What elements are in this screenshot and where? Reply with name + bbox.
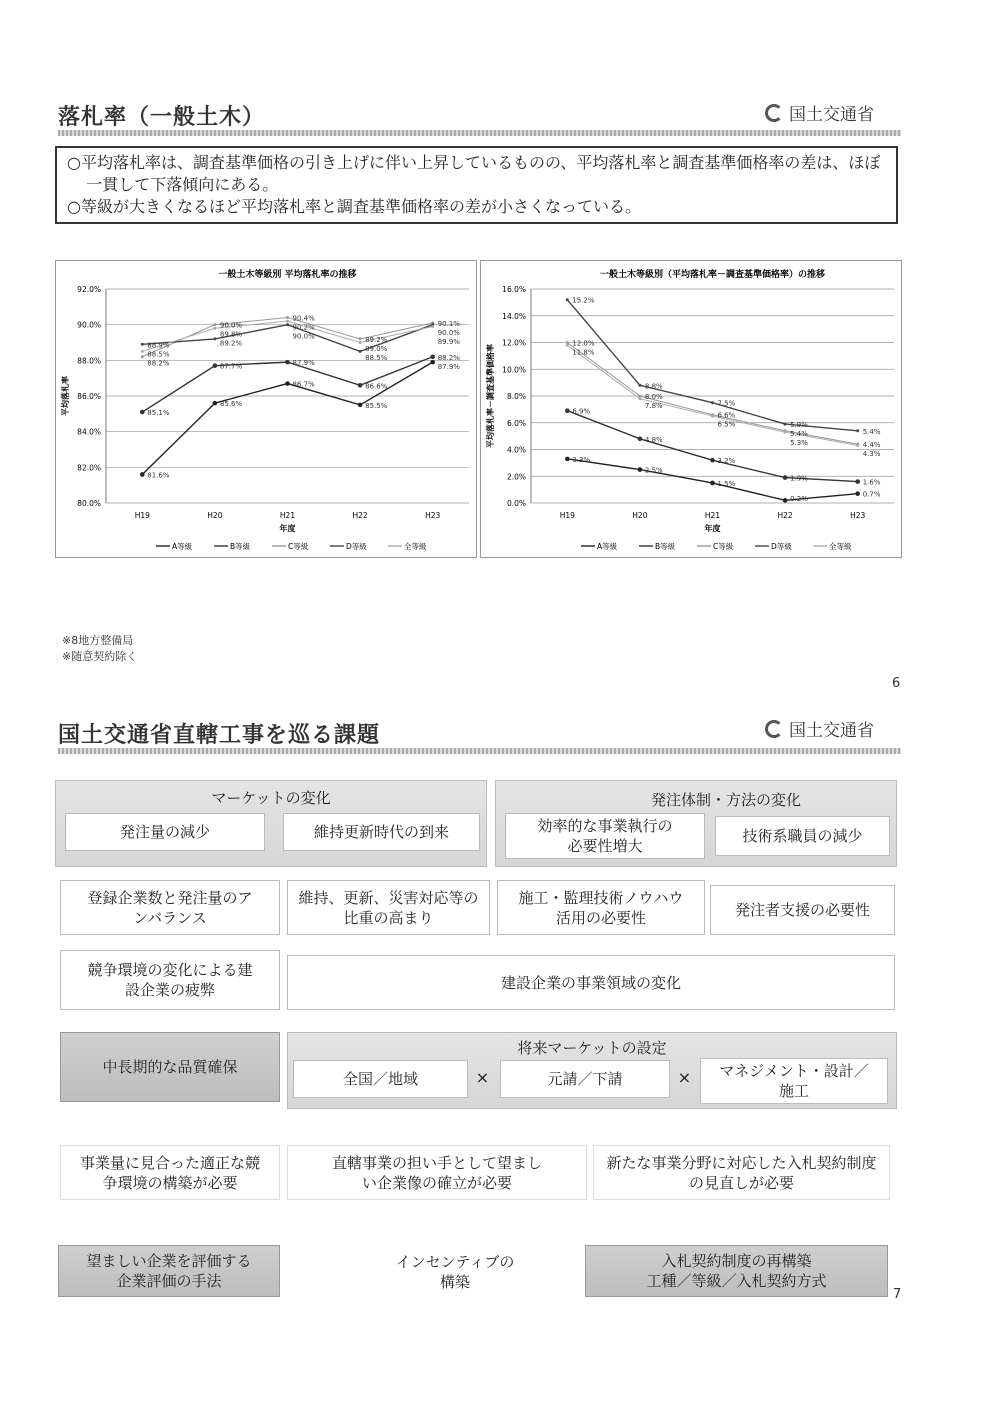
- data-label: 4.4%: [862, 441, 881, 450]
- need-box: 直轄事業の担い手として望ましい企業像の確立が必要: [287, 1145, 587, 1200]
- slide2-title: 国土交通省直轄工事を巡る課題: [58, 723, 381, 748]
- y-axis-label: 平均落札率: [61, 376, 70, 416]
- x-tick-label: H19: [134, 511, 150, 520]
- x-tick-label: H21: [279, 511, 296, 520]
- page-number: 6: [892, 676, 901, 691]
- data-label: 90.0%: [219, 321, 243, 330]
- data-point: [638, 397, 641, 400]
- data-label: 88.9%: [147, 341, 170, 350]
- data-label: 90.1%: [437, 319, 460, 328]
- contract-rebuild-box: [585, 1245, 888, 1297]
- chart-title: 一般土木等級別 平均落札率の推移: [218, 270, 357, 280]
- x-tick-label: H19: [559, 511, 575, 520]
- data-point: [784, 431, 787, 434]
- logo-text: 国土交通省: [789, 105, 874, 125]
- data-label: 2.5%: [644, 466, 663, 475]
- logo-icon: [765, 720, 783, 738]
- legend-label: D等級: [346, 542, 367, 551]
- data-point: [141, 350, 144, 353]
- y-tick-label: 10.0%: [502, 365, 526, 375]
- quality-box: 中長期的な品質確保: [60, 1032, 280, 1102]
- evaluation-method-box: [58, 1245, 280, 1297]
- legend-label: A等級: [172, 542, 193, 551]
- data-label: 5.4%: [862, 427, 881, 436]
- data-point: [638, 395, 641, 398]
- data-point: [213, 401, 218, 406]
- data-label: 89.0%: [365, 344, 388, 353]
- y-axis-label: 平均落札率－調査基準価格率: [486, 344, 495, 448]
- legend-label: C等級: [713, 542, 734, 551]
- x-tick-label: H20: [632, 511, 648, 520]
- data-label: 1.6%: [862, 478, 881, 487]
- data-point: [566, 341, 569, 344]
- data-point: [711, 401, 714, 404]
- data-point: [566, 344, 569, 347]
- data-point: [285, 381, 290, 386]
- chart-title: 一般土木等級別（平均落札率－調査基準価格率）の推移: [599, 270, 826, 280]
- data-label: 0.7%: [862, 490, 881, 499]
- data-point: [565, 457, 570, 462]
- data-label: 12.0%: [572, 339, 595, 348]
- chart-avg-rate: [55, 260, 477, 558]
- issue-box: 発注量の減少: [65, 813, 265, 851]
- y-tick-label: 0.0%: [506, 499, 526, 508]
- data-label: 89.9%: [437, 337, 460, 346]
- data-point: [566, 298, 569, 301]
- x-tick-label: H20: [207, 511, 223, 520]
- data-point: [141, 355, 144, 358]
- x-tick-label: H22: [777, 511, 793, 520]
- data-label: 6.9%: [572, 407, 591, 416]
- legend-label: B等級: [230, 542, 251, 551]
- issue-box: 維持、更新、災害対応等の比重の高まり: [287, 880, 490, 935]
- y-tick-label: 14.0%: [502, 311, 526, 321]
- y-tick-label: 88.0%: [77, 356, 101, 366]
- data-point: [358, 403, 363, 408]
- data-point: [710, 458, 715, 463]
- chart-rate-diff: [480, 260, 902, 558]
- data-label: 85.6%: [219, 400, 243, 409]
- data-label: 86.6%: [365, 382, 388, 391]
- data-label: 3.3%: [572, 455, 591, 464]
- data-label: 90.0%: [437, 328, 460, 337]
- y-tick-label: 80.0%: [77, 499, 101, 508]
- market-axis-box: 元請／下請: [500, 1060, 670, 1098]
- data-point: [286, 320, 289, 323]
- data-point: [213, 327, 216, 330]
- data-point: [638, 384, 641, 387]
- legend-label: 全等級: [829, 542, 852, 551]
- data-label: 7.8%: [644, 402, 663, 410]
- data-point: [213, 363, 218, 368]
- title-underline: [58, 748, 901, 754]
- note: ※随意契約除く: [62, 650, 138, 663]
- data-point: [213, 323, 216, 326]
- times-sign: ×: [677, 1068, 692, 1087]
- data-label: 88.5%: [365, 353, 388, 362]
- data-label: 88.2%: [437, 353, 460, 362]
- data-point: [358, 383, 363, 388]
- y-tick-label: 4.0%: [506, 445, 526, 455]
- data-point: [140, 410, 145, 415]
- logo-text: 国土交通省: [789, 721, 874, 741]
- data-point: [855, 479, 860, 484]
- data-point: [565, 408, 570, 413]
- data-point: [430, 360, 435, 365]
- data-point: [638, 467, 643, 472]
- slide1-title: 落札率（一般土木）: [58, 105, 266, 130]
- data-point: [710, 481, 715, 486]
- data-label: 81.6%: [147, 471, 170, 480]
- title-underline: [58, 130, 901, 136]
- x-tick-label: H22: [352, 511, 368, 520]
- x-axis-label: 年度: [704, 524, 721, 533]
- box-line: 企業評価の手法: [116, 1272, 222, 1290]
- logo-icon: [765, 104, 783, 122]
- data-label: 1.5%: [717, 479, 736, 488]
- data-point: [286, 316, 289, 319]
- legend-label: A等級: [597, 542, 618, 551]
- data-label: 90.0%: [292, 332, 315, 341]
- data-label: 0.2%: [790, 495, 808, 503]
- data-label: 6.6%: [717, 411, 736, 420]
- data-point: [856, 444, 859, 447]
- data-label: 90.4%: [292, 314, 315, 323]
- data-label: 87.9%: [437, 362, 460, 371]
- y-tick-label: 84.0%: [77, 427, 101, 437]
- issue-box: 施工・監理技術ノウハウ活用の必要性: [497, 880, 705, 935]
- data-point: [784, 423, 787, 426]
- data-label: 7.5%: [717, 399, 736, 408]
- data-point: [140, 472, 145, 477]
- note: ※8地方整備局: [62, 634, 134, 647]
- market-axis-box: マネジメント・設計／施工: [700, 1058, 888, 1104]
- data-point: [141, 343, 144, 346]
- data-label: 6.5%: [717, 420, 736, 429]
- data-label: 90.2%: [292, 323, 315, 332]
- data-label: 86.7%: [292, 380, 315, 389]
- box-line: 工種／等級／入札契約方式: [646, 1272, 827, 1290]
- data-point: [711, 415, 714, 418]
- y-tick-label: 2.0%: [506, 472, 526, 482]
- data-label: 88.2%: [147, 359, 170, 368]
- x-tick-label: H21: [704, 511, 721, 520]
- market-axis-box: 全国／地域: [293, 1060, 468, 1098]
- data-label: 8.8%: [644, 382, 663, 391]
- summary-box: [55, 146, 898, 224]
- box-line: 望ましい企業を評価する: [86, 1252, 252, 1270]
- y-tick-label: 82.0%: [77, 463, 101, 473]
- legend-label: D等級: [771, 542, 792, 551]
- data-label: 8.0%: [644, 393, 663, 401]
- data-point: [359, 350, 362, 353]
- data-label: 1.9%: [790, 474, 808, 483]
- legend-label: B等級: [655, 542, 676, 551]
- box-line: インセンティブの: [395, 1253, 515, 1271]
- x-tick-label: H23: [850, 511, 866, 520]
- data-point: [638, 437, 643, 442]
- data-point: [431, 325, 434, 328]
- data-label: 88.5%: [147, 350, 170, 359]
- summary-line: ○平均落札率は、調査基準価格の引き上げに伴い上昇しているものの、平均落札率と調査基準価格率の差は、ほぼ一貫して下落傾向にある。: [67, 153, 881, 194]
- legend-label: 全等級: [404, 542, 427, 551]
- mlit-logo: [765, 100, 874, 125]
- issue-box: 建設企業の事業領域の変化: [287, 955, 895, 1010]
- page-number: 7: [893, 1287, 902, 1302]
- incentive-text: [380, 1248, 530, 1296]
- group-header: マーケットの変化: [211, 789, 331, 807]
- legend-label: C等級: [288, 542, 309, 551]
- series-line-全等級: [567, 345, 857, 448]
- x-tick-label: H23: [425, 511, 441, 520]
- data-point: [285, 360, 290, 365]
- data-point: [856, 429, 859, 432]
- group-header: 発注体制・方法の変化: [650, 791, 801, 809]
- y-tick-label: 16.0%: [502, 285, 526, 294]
- box-line: 構築: [439, 1273, 470, 1291]
- times-sign: ×: [475, 1068, 490, 1087]
- data-point: [359, 337, 362, 340]
- data-point: [359, 341, 362, 344]
- y-tick-label: 90.0%: [77, 320, 101, 330]
- series-line-A等級: [142, 362, 432, 474]
- data-label: 15.2%: [572, 296, 595, 305]
- x-axis-label: 年度: [279, 524, 296, 533]
- need-box: 事業量に見合った適正な競争環境の構築が必要: [60, 1145, 280, 1200]
- data-label: 89.2%: [219, 339, 243, 348]
- data-point: [855, 491, 860, 496]
- box-line: 入札契約制度の再構築: [661, 1252, 812, 1270]
- data-point: [783, 475, 788, 480]
- series-line-C等級: [567, 343, 857, 448]
- data-label: 5.4%: [790, 430, 808, 439]
- data-label: 85.5%: [365, 401, 388, 410]
- data-label: 5.3%: [790, 439, 808, 448]
- y-tick-label: 8.0%: [506, 392, 526, 401]
- data-label: 87.7%: [219, 362, 243, 371]
- series-line-D等級: [567, 300, 857, 431]
- data-point: [783, 498, 788, 503]
- issue-box: 技術系職員の減少: [715, 816, 890, 856]
- issue-box: 効率的な事業執行の必要性増大: [505, 813, 705, 859]
- data-point: [286, 323, 289, 326]
- issue-box: 登録企業数と発注量のアンバランス: [60, 880, 280, 935]
- data-label: 5.9%: [790, 421, 808, 430]
- series-line-B等級: [567, 411, 857, 482]
- y-tick-label: 6.0%: [506, 418, 526, 428]
- data-label: 4.8%: [644, 435, 663, 444]
- data-label: 4.3%: [862, 450, 881, 459]
- issue-box: 発注者支援の必要性: [710, 885, 895, 935]
- group-header: 将来マーケットの設定: [517, 1039, 667, 1057]
- need-box: 新たな事業分野に対応した入札契約制度の見直しが必要: [593, 1145, 890, 1200]
- data-point: [213, 337, 216, 340]
- data-label: 89.2%: [365, 335, 388, 344]
- data-label: 11.8%: [572, 348, 595, 357]
- y-tick-label: 92.0%: [77, 285, 101, 294]
- data-label: 3.2%: [717, 457, 736, 466]
- data-label: 87.9%: [292, 359, 315, 368]
- data-label: 85.1%: [147, 409, 170, 418]
- y-tick-label: 86.0%: [77, 392, 101, 401]
- summary-line: ○等級が大きくなるほど平均落札率と調査基準価格率の差が小さくなっている。: [67, 197, 641, 216]
- y-tick-label: 12.0%: [502, 338, 526, 348]
- mlit-logo: [765, 716, 874, 741]
- data-label: 89.8%: [219, 330, 243, 339]
- issue-box: 競争環境の変化による建設企業の疲弊: [60, 950, 280, 1010]
- data-point: [430, 354, 435, 359]
- issue-box: 維持更新時代の到来: [283, 813, 480, 851]
